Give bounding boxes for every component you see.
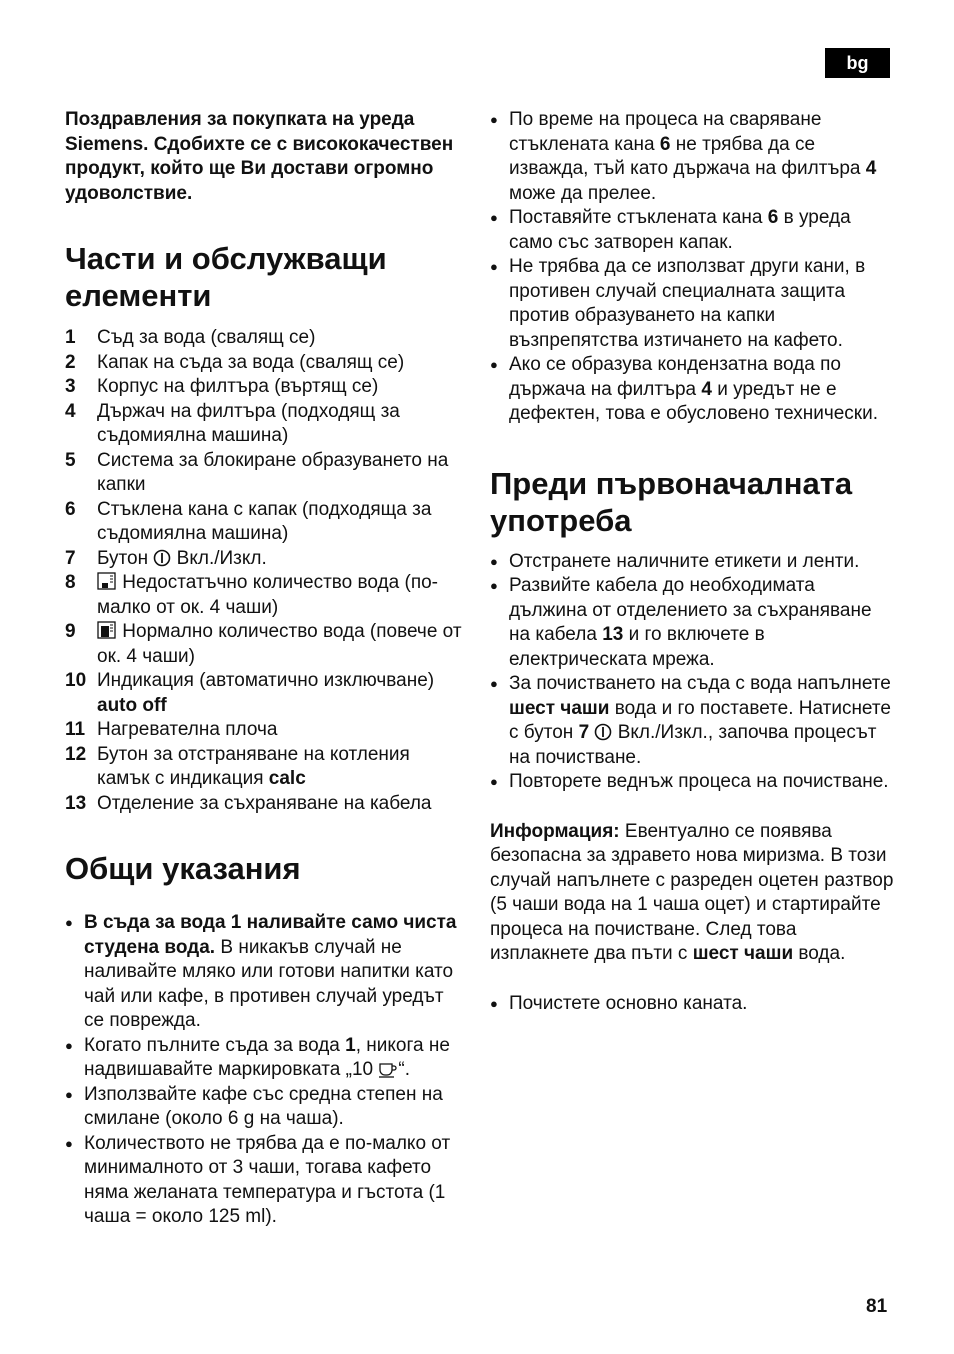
bold-text: 6 [659,133,671,155]
first-use-heading: Преди първоначалната употреба [490,465,853,538]
item-text: Нагревателна плоча [97,719,278,740]
item-bold-text: calc [268,768,306,789]
list-item [65,351,465,376]
text: За почистването на съда с вода напълнете [509,673,891,694]
list-item [65,571,465,620]
bold-text: шест чаши [692,943,794,964]
final-list [490,992,895,1017]
text: В никакъв случай не наливайте мляко или готови напитки като чай или кафе, в противен случай уредът се поврежда. [84,936,454,1031]
list-item: ● Използвайте кафе със средна степен на смилане (около 6 g на чаша). [65,1083,465,1132]
item-text: Съд за вода (свалящ се) [97,327,316,348]
bold-text: шест чаши [509,697,610,719]
list-item: ● Отстранете наличните етикети и ленти. [490,550,895,575]
bold-text: 1 [345,1034,356,1056]
language-badge: bg [825,48,890,78]
item-number: 9 [65,621,76,642]
bold-text: 4 [701,378,712,400]
text: “. [398,1059,410,1080]
list-item: ● Повторете веднъж процеса на почистване. [490,770,895,795]
bold-text: В съда за вода 1 наливайте само чиста студена вода. [84,912,457,958]
list-item [65,449,465,498]
bold-text: 7 [578,722,590,743]
text: в уреда само със затворен капак. [509,207,851,253]
text: вода и го поставете. Натиснете с бутон [509,697,891,743]
list-item [490,206,895,255]
text: не трябва да се изважда, тъй като държача на филтъра [509,133,866,179]
list-item [490,672,895,770]
item-text: Вкл./Изкл. [176,547,267,569]
item-text: Индикация (автоматично изключване) [97,670,435,691]
item-bold-text: auto off [97,694,167,716]
text: , никога не надвишавайте маркировката „10 [84,1034,450,1080]
item-text: Отделение за съхраняване на кабела [97,792,432,814]
list-item [490,108,895,206]
text: По време на процеса на сваряване стъклената кана [509,109,822,155]
list-item [65,326,465,351]
list-item [65,498,465,547]
bold-text: 4 [865,158,877,179]
item-text: Недостатъчно количество вода (по-малко от ок. 4 чаши) [97,572,438,618]
text: може да прелее. [509,182,657,204]
text: вода. [793,943,846,964]
list-item [490,574,895,672]
text: Вкл./Изкл., започва процесът на почистване. [509,722,877,768]
cup-icon [378,1060,398,1078]
info-label: Информация: [490,820,620,842]
item-number: 6 [65,498,76,520]
list-item [65,911,465,1034]
text: Развийте кабела до необходимата дължина от отделението за съхраняване на кабела [509,575,872,645]
bold-text: 6 [767,207,779,228]
item-number: 12 [65,743,87,765]
item-text: Стъклена кана с капак (подходяща за съдомиялна машина) [97,498,432,544]
item-number: 8 [65,572,76,593]
first-use-list [490,550,895,795]
page-number: 81 [866,1296,888,1317]
item-text: Нормално количество вода (повече от ок. 4 чаши) [97,621,462,667]
item-text: Държач на филтъра (подходящ за съдомиялна машина) [97,400,400,446]
item-text: Корпус на филтъра (въртящ се) [97,376,379,397]
list-item: ● Количеството не трябва да е по-малко от минималното от 3 чаши, тогава кафето няма желаната температура и гъстота (1 чаша = около 125 ml). [65,1132,465,1230]
list-item [65,669,465,718]
info-paragraph [490,820,895,967]
item-number: 2 [65,351,76,373]
left-column [65,108,465,1230]
list-item: ● Почистете основно каната. [490,992,895,1017]
list-item [65,620,465,669]
item-number: 1 [65,327,76,348]
list-item: ● Не трябва да се използват други кани, в противен случай специалната защита против образуването на капки възпрепятства изтичането на кафето. [490,255,895,353]
parts-heading: Части и обслужващи елементи [65,241,387,313]
item-number: 13 [65,792,87,814]
item-number: 11 [65,719,86,740]
list-item [65,375,465,400]
parts-list [65,326,465,816]
text: Ако се образува кондензатна вода по държача на филтъра [509,354,841,400]
list-item [65,718,465,743]
list-item [65,1034,465,1083]
general-heading: Общи указания [65,851,301,886]
item-text: Капак на съда за вода (свалящ се) [97,351,405,373]
item-number: 3 [65,376,76,397]
list-item [65,547,465,572]
list-item [490,353,895,427]
list-item [65,400,465,449]
right-column [490,108,895,1016]
general-list [65,911,465,1230]
text: и го включете в електрическата мрежа. [509,624,765,670]
item-text: Система за блокиране образуването на капки [97,449,449,495]
item-number: 7 [65,547,76,569]
power-icon [594,723,612,741]
item-text: Бутон за отстраняване на котления камък с индикация [97,743,410,789]
item-text: Бутон [97,547,149,569]
text: Поставяйте стъклената кана [509,207,768,228]
item-number: 10 [65,670,87,691]
item-number: 4 [65,400,76,422]
low-water-icon [97,572,117,591]
list-item [65,743,465,792]
text: и уредът не е дефектен, това е обусловено технически. [509,378,878,424]
bold-text: 13 [602,624,624,645]
general-list-continued [490,108,895,427]
normal-water-icon [97,621,117,640]
text: Евентуално се появява безопасна за здравето нова миризма. В този случай напълнете с разреден оцетен разтвор (5 чаши вода на 1 чаша оцет) и стартирайте процеса на почистване. След това изплакнете два пъти с [490,820,894,964]
item-number: 5 [65,449,76,471]
intro-text: Поздравления за покупката на уреда Siemens. Сдобихте се с висококачествен продукт, който ще Ви достави огромно удоволствие. [65,109,454,204]
text: Когато пълните съда за вода [84,1034,346,1056]
power-icon [153,549,171,567]
list-item [65,792,465,817]
